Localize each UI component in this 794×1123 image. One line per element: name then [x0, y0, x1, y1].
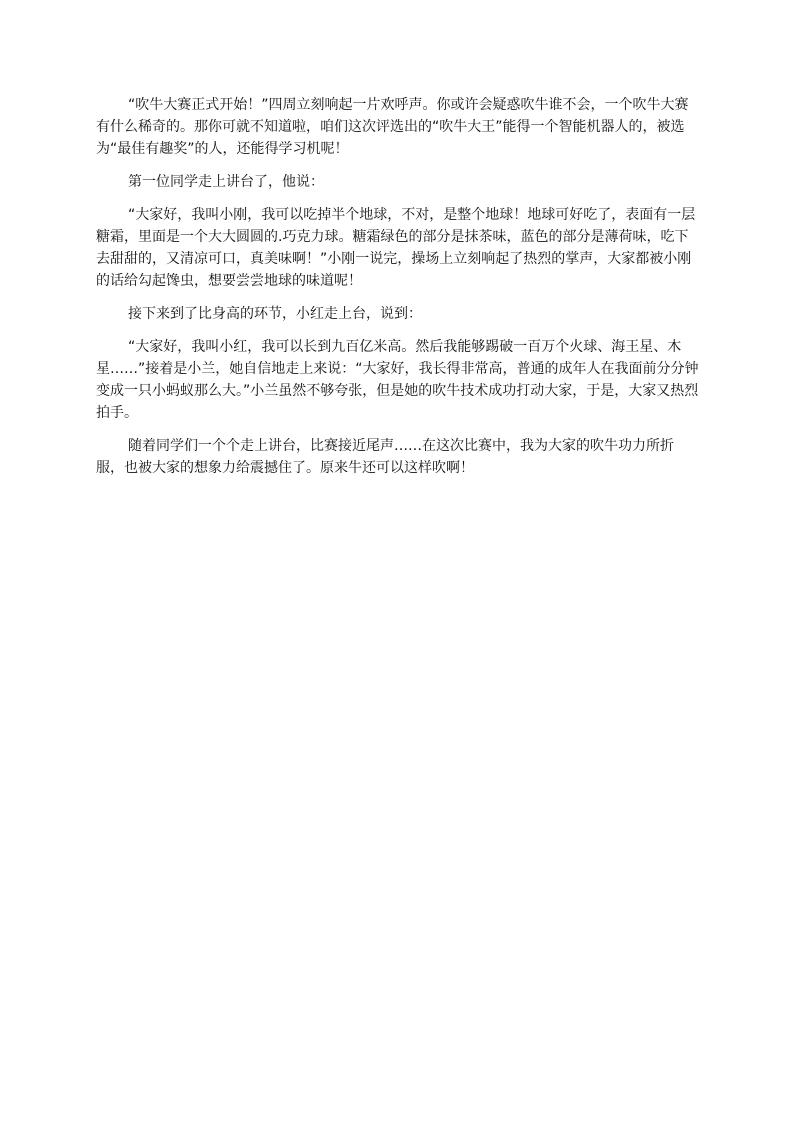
document-body: [96, 94, 700, 490]
paragraph-1: “吹牛大赛正式开始！”四周立刻响起一片欢呼声。你或许会疑惑吹牛谁不会，一个吹牛大赛有什么稀奇的。那你可就不知道啦，咱们这次评选出的“吹牛大王”能得一个智能机器人的，被选为“最佳有趣奖”的人，还能得学习机呢！: [96, 97, 689, 157]
paragraph-4: 接下来到了比身高的环节，小红走上台，说到：: [128, 306, 422, 322]
paragraph-2: 第一位同学走上讲台了，他说：: [128, 174, 324, 190]
paragraph-3: “大家好，我叫小刚，我可以吃掉半个地球，不对，是整个地球！地球可好吃了，表面有一层糖霜，里面是一个大大圆圆的.巧克力球。糖霜绿色的部分是抹茶味，蓝色的部分是薄荷味，吃下去甜甜的，又清凉可口，真美味啊！”小刚一说完，操场上立刻响起了热烈的掌声，大家都被小刚的话给勾起馋虫，想要尝尝地球的味道呢！: [96, 207, 696, 289]
paragraph-6: 随着同学们一个个走上讲台，比赛接近尾声……在这次比赛中，我为大家的吹牛功力所折服，也被大家的想象力给震撼住了。原来牛还可以这样吹啊！: [96, 438, 674, 476]
paragraph-5: “大家好，我叫小红，我可以长到九百亿米高。然后我能够踢破一百万个火球、海王星、木星……”接着是小兰，她自信地走上来说：“大家好，我长得非常高，普通的成年人在我面前分分钟变成一只小蚂蚁那么大。”小兰虽然不够夸张，但是她的吹牛技术成功打动大家，于是，大家又热烈拍手。: [96, 339, 699, 421]
